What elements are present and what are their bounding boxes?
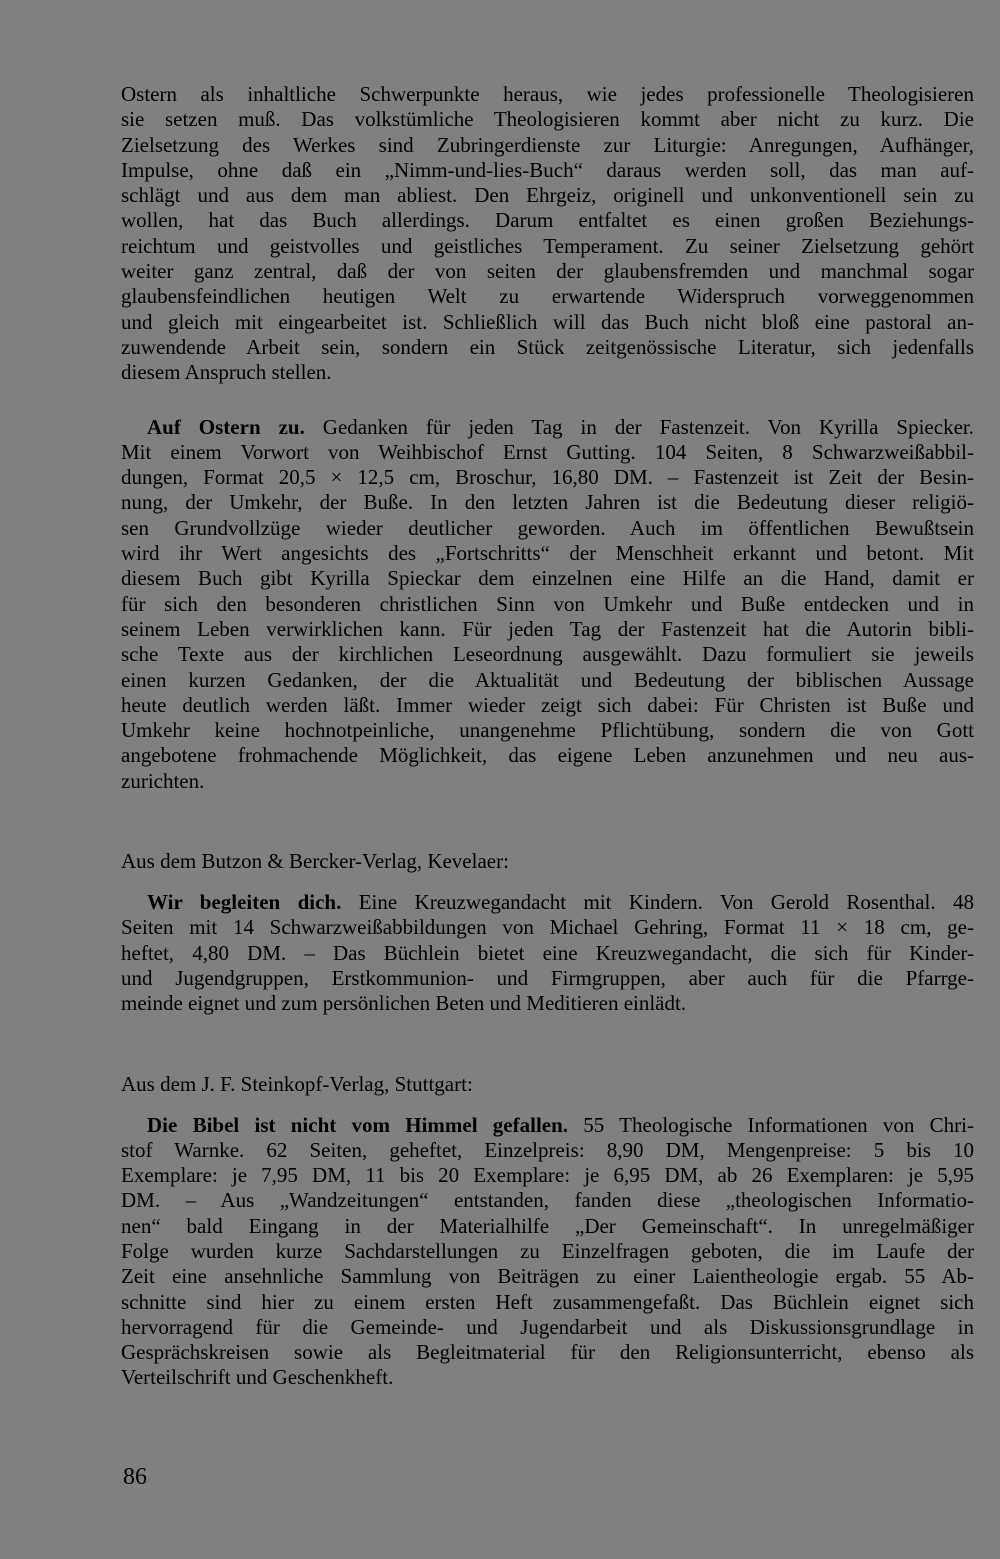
book-entry-die-bibel (121, 1113, 974, 1391)
text-line: meinde eignet und zum persönlichen Beten und Meditieren einlädt. (121, 991, 687, 1016)
text-line: zuwendende Arbeit sein, sondern ein Stück zeitgenössische Literatur, sich jedenfalls (121, 334, 974, 359)
text-line: Impulse, ohne daß ein „Nimm-und-lies-Buch“ daraus werden soll, das man auf- (121, 157, 974, 182)
book-entry-auf-ostern-zu (121, 415, 974, 794)
text-line: seinem Leben verwirklichen kann. Für jeden Tag der Fastenzeit hat die Autorin bibli- (121, 616, 974, 641)
text-line: Verteilschrift und Geschenkheft. (121, 1365, 394, 1390)
text-line: Ostern als inhaltliche Schwerpunkte heraus, wie jedes professionelle Theologisieren (121, 82, 974, 106)
text-line: zurichten. (121, 768, 205, 793)
text-line: nen“ bald Eingang in der Materialhilfe „Der Gemeinschaft“. In unregelmäßiger (121, 1213, 974, 1238)
text-line: Umkehr keine hochnotpeinliche, unangenehme Pflichtübung, sondern die von Gott (121, 718, 974, 743)
text-line: Zeit eine ansehnliche Sammlung von Beiträgen zu einer Laientheologie ergab. 55 Ab- (121, 1264, 974, 1289)
text-line: angebotene frohmachende Möglichkeit, das eigene Leben anzunehmen und neu aus- (121, 743, 974, 768)
text-line: einen kurzen Gedanken, der die Aktualität und Bedeutung der biblischen Aussage (121, 667, 974, 692)
text-line: weiter ganz zentral, daß der von seiten der glaubensfremden und manchmal sogar (121, 259, 974, 284)
text-line: sche Texte aus der kirchlichen Leseordnung ausgewählt. Dazu formuliert sie jeweils (121, 642, 974, 667)
text-line: heute deutlich werden läßt. Immer wieder zeigt sich dabei: Für Christen ist Buße und (121, 692, 974, 717)
text-line: Folge wurden kurze Sachdarstellungen zu Einzelfragen geboten, die im Laufe der (121, 1238, 974, 1263)
entry-text: Gedanken für jeden Tag in der Fastenzeit. Von Kyrilla Spiecker. (304, 414, 974, 439)
text-line: DM. – Aus „Wandzeitungen“ entstanden, fanden diese „theologischen Informatio- (121, 1188, 974, 1213)
entry-text: 55 Theologische Informationen von Chri- (568, 1112, 974, 1137)
page-body (121, 82, 974, 1391)
text-line: diesem Buch gibt Kyrilla Spieckar dem einzelnen eine Hilfe an die Hand, damit er (121, 566, 974, 591)
text-line: nung, der Umkehr, der Buße. In den letzten Jahren ist die Bedeutung dieser religiö- (121, 490, 974, 515)
text-line: reichtum und geistvolles und geistliches Temperament. Zu seiner Zielsetzung gehört (121, 233, 974, 258)
text-line: wird ihr Wert angesichts des „Fortschritts“ der Menschheit erkannt und betont. Mit (121, 541, 974, 566)
text-line: glaubensfeindlichen heutigen Welt zu erwartende Widerspruch vorweggenommen (121, 284, 974, 309)
text-line: Exemplare: je 7,95 DM, 11 bis 20 Exemplare: je 6,95 DM, ab 26 Exemplaren: je 5,95 (121, 1163, 974, 1188)
text-line: heftet, 4,80 DM. – Das Büchlein bietet eine Kreuzwegandacht, die sich für Kinder- (121, 940, 974, 965)
text-line: und gleich mit eingearbeitet ist. Schließlich will das Buch nicht bloß eine pastoral an- (121, 309, 974, 334)
book-title: Die Bibel ist nicht vom Himmel gefallen. (147, 1112, 569, 1137)
book-entry-wir-begleiten-dich (121, 890, 974, 1016)
text-line: Zielsetzung des Werkes sind Zubringerdienste zur Liturgie: Anregungen, Aufhänger, (121, 132, 974, 157)
text-line: sen Grundvollzüge wieder deutlicher geworden. Auch im öffentlichen Bewußtsein (121, 515, 974, 540)
text-line: und Jugendgruppen, Erstkommunion- und Firmgruppen, aber auch für die Pfarrge- (121, 965, 974, 990)
intro-paragraph (121, 82, 974, 386)
publisher-heading: Aus dem Butzon & Bercker-Verlag, Kevelaer: (121, 849, 509, 874)
text-line: sie setzen muß. Das volkstümliche Theologisieren kommt aber nicht zu kurz. Die (121, 107, 974, 132)
text-line: schlägt und aus dem man abliest. Den Ehrgeiz, originell und unkonventionell sein zu (121, 183, 974, 208)
text-line: dungen, Format 20,5 × 12,5 cm, Broschur, 16,80 DM. – Fastenzeit ist Zeit der Besin- (121, 465, 974, 490)
text-line: Seiten mit 14 Schwarzweißabbildungen von Michael Gehring, Format 11 × 18 cm, ge- (121, 915, 974, 940)
entry-first-line (121, 890, 974, 915)
text-line: stof Warnke. 62 Seiten, geheftet, Einzelpreis: 8,90 DM, Mengenpreise: 5 bis 10 (121, 1137, 974, 1162)
text-line: diesem Anspruch stellen. (121, 360, 332, 385)
text-line: hervorragend für die Gemeinde- und Jugendarbeit und als Diskussionsgrundlage in (121, 1314, 974, 1339)
text-line: schnitte sind hier zu einem ersten Heft zusammengefaßt. Das Büchlein eignet sich (121, 1289, 974, 1314)
entry-first-line (121, 415, 974, 440)
text-line: für sich den besonderen christlichen Sinn von Umkehr und Buße entdecken und in (121, 591, 974, 616)
entry-text: Eine Kreuzwegandacht mit Kindern. Von Gerold Rosenthal. 48 (341, 890, 974, 915)
text-line: Gesprächskreisen sowie als Begleitmaterial für den Religionsunterricht, ebenso als (121, 1340, 974, 1365)
entry-first-line (121, 1113, 974, 1138)
publisher-heading: Aus dem J. F. Steinkopf-Verlag, Stuttgart: (121, 1071, 473, 1096)
book-title: Auf Ostern zu. (147, 414, 305, 439)
book-title: Wir begleiten dich. (147, 890, 342, 915)
page-number: 86 (123, 1464, 147, 1490)
text-line: Mit einem Vorwort von Weihbischof Ernst Gutting. 104 Seiten, 8 Schwarzweißabbil- (121, 439, 974, 464)
text-line: wollen, hat das Buch allerdings. Darum entfaltet es einen großen Beziehungs- (121, 208, 974, 233)
